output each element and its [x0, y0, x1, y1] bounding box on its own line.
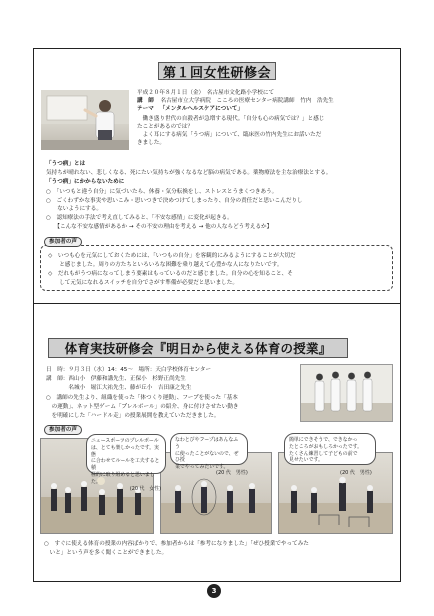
- prevention-item-2: ○ ごくわずかな事実や思いこみ・思いつきで決めつけてしまったり、自分の責任だと思いこんだりし: [46, 198, 303, 204]
- theme-value: 「メンタルヘルスケアについて」: [159, 106, 243, 112]
- participant-bubble-1-who: (20 代 女性): [129, 485, 161, 492]
- participant-bubble-2: [170, 433, 248, 471]
- section1-intro-1: 働き盛り世代の自殺者が急増する現代。「自分も心の病気では？」と感じ: [137, 116, 325, 122]
- section1-intro-4: きました。: [137, 140, 165, 146]
- theme-label: テーマ: [137, 106, 154, 112]
- participant-bubble-1-line-2: は、とても楽しかったです。実態: [91, 444, 160, 458]
- participant-bubble-1-line-1: ニュースポーツのプレルボール: [91, 438, 159, 444]
- participant-bubble-1-line-3: に合わせてルールを工夫すると積: [91, 458, 160, 472]
- prevention-item-3b: 【こんな不安な感情があるか → その不安の理由を考える → 他の人ならどう考えるか】: [46, 224, 273, 230]
- section2-meta-2: 講 師：西山小 伊藤和講先生、正保小 杉野正尚先生: [46, 376, 186, 382]
- instructors-illustration: [301, 365, 393, 422]
- participant-bubble-2-line-3: 業でやってみたいです。: [175, 464, 229, 471]
- gym-photo-hurdle-art: [279, 450, 393, 534]
- section2-desc-2: の運動」、ネット型ゲーム「プレルボール」の紹介、身に付けさせたい動き: [46, 404, 239, 410]
- page-number: 3: [207, 584, 221, 598]
- participant-bubble-2-line-2: に使ったことがないので、ぜひ授: [175, 450, 239, 464]
- section2-desc-1: ○ 講師の先生より、組織を使った「体つくり運動」、フープを使った「基本: [46, 395, 238, 401]
- section1-title-banner: [158, 62, 276, 80]
- lecturer-illustration: [41, 90, 129, 150]
- section1-intro-3: よく耳にする病気「うつ病」について、臨床医の竹内先生にお話いただ: [137, 132, 322, 138]
- what-is-text: 気持ちが晴れない、悲しくなる、死にたい気持ちが強くなるなど脳の病気である。薬物療法を主な治療法とする。: [46, 170, 332, 176]
- participant-bubble-3-line-4: 見せたいです。: [289, 457, 323, 464]
- section1-lecturer-row: [137, 97, 334, 105]
- section1-voice-2: ◇ だれもがうつ病になってしまう要素はもっているのだと感じました。自分の心を知ること、そ: [48, 271, 293, 277]
- section2-desc-3: を明確にした「ハードル走」の授業展開を教えていただきました。: [46, 413, 220, 419]
- what-is-heading: 「うつ病」とは: [46, 161, 86, 167]
- participant-bubble-3-line-2: たところがおもしろかったです。: [289, 443, 362, 450]
- section-divider: [33, 303, 401, 304]
- section2-meta-1: 日 時：９月３日（水）14：45～ 場所：天白学校体育センター: [46, 367, 212, 373]
- prevention-item-2b: ないようにする。: [46, 206, 102, 212]
- instructors-photo: [300, 364, 393, 422]
- participant-bubble-3-line-1: 簡単にできそうで、できなかっ: [289, 437, 358, 443]
- section1-voice-1: ◇ いつも心を元気にしておくためには、「いつもの自分」を客観的にみるようにすることが大切だ: [48, 253, 296, 259]
- section2-closing-1: ○ すぐに使える体育の授業の内容ばかりで、参加者からは「参考になりました」「ぜひ授業でやってみた: [44, 541, 309, 547]
- section2-closing-2: いと」という声を多く聞くことができました。: [44, 550, 168, 556]
- lecturer-value: 名古屋市立大学病院 こころの医療センター病院講師 竹内 浩先生: [160, 98, 334, 104]
- section1-voice-1b: と感じました。周りの方たちといろいろな困難を乗り越えて心豊かな人になりたいです。: [48, 262, 283, 268]
- participant-bubble-2-who: (20 代 男性): [216, 470, 248, 476]
- prevention-item-1: ○ 「いつもと違う自分」に気づいたら、休養・気分転換をし、ストレスとうまくつきあう。: [46, 189, 278, 195]
- section1-theme-row: [137, 105, 243, 113]
- section2-meta-3: 名城小 堀江大祐先生、藤が丘小 吉田康之先生: [46, 385, 192, 391]
- section1-voice-2b: して元気になれるスイッチを自分でさがす準備が必要だと思いました。: [48, 280, 238, 286]
- section2-title-banner: [48, 338, 348, 358]
- participant-bubble-2-line-1: なわとびやフープはあんなふう: [175, 437, 239, 450]
- section2-title: 体育実技研修会『明日から使える体育の授業』: [64, 341, 332, 356]
- participant-bubble-1-line-4: 極的に取り組めると思いました。: [91, 471, 155, 485]
- participant-bubble-3: [284, 433, 376, 465]
- prevention-item-3: ○ 認知療法の手法で考え直してみると、「不安な感情」に変化が起きる。: [46, 215, 233, 221]
- section1-intro-2: たことがあるのでは？: [137, 124, 193, 130]
- lecturer-label: 講 師: [137, 98, 154, 104]
- prevention-heading-text: 「うつ病」にかからないために: [46, 179, 125, 185]
- participant-bubble-1: [86, 434, 166, 492]
- section1-date: 平成２０年８月１日（金） 名古屋市文化路小学校にて: [137, 90, 275, 96]
- section1-voices-label: 参加者の声: [44, 237, 82, 247]
- participant-bubble-3-who: (20 代 男性): [340, 470, 372, 476]
- section1-title: 第１回女性研修会: [162, 65, 271, 81]
- section2-voices-label: 参加者の声: [44, 425, 82, 435]
- lecturer-photo: [41, 90, 129, 150]
- participant-bubble-3-line-3: たくさん練習して子どもの前で: [289, 450, 358, 457]
